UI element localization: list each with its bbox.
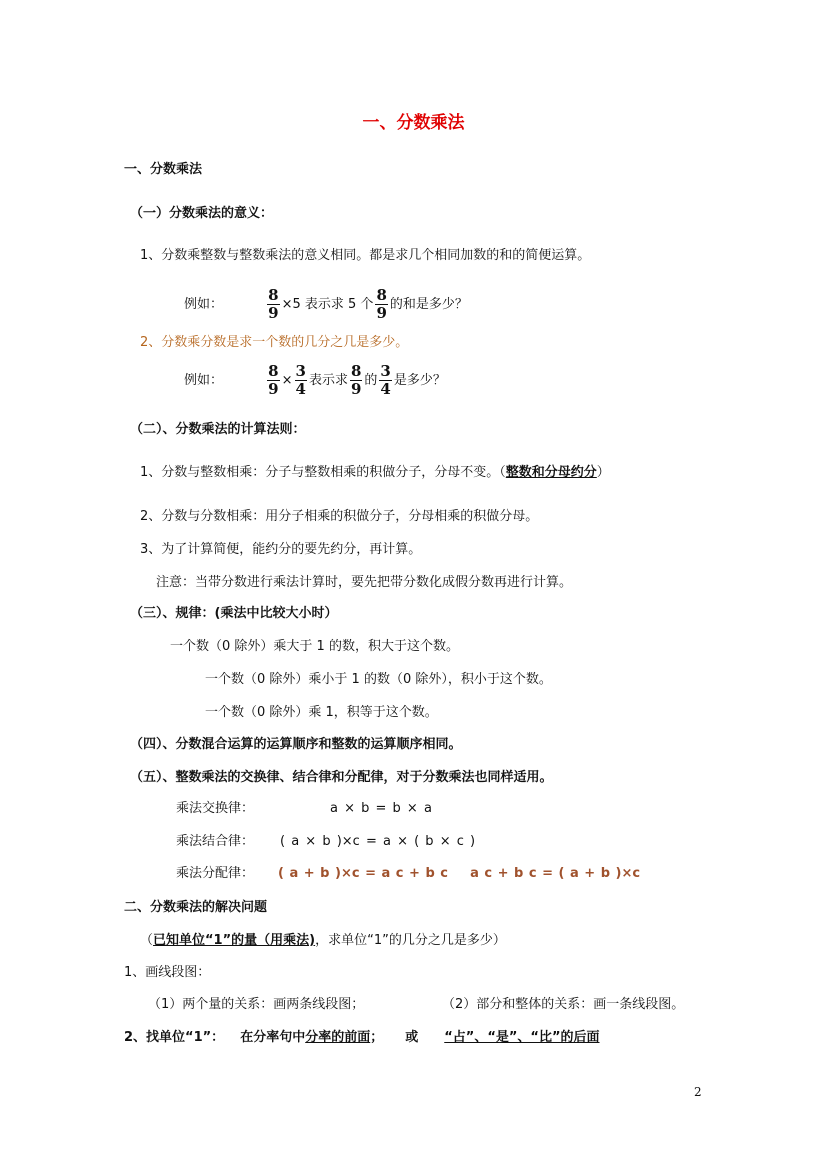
example-2 — [184, 360, 446, 402]
subheading-meaning: （一）分数乘法的意义： — [130, 206, 274, 221]
subheading-mixed: （四）、分数混合运算的运算顺序和整数的运算顺序相同。 — [130, 737, 462, 752]
emphasis-reduce: 整数和分母约分 — [505, 465, 597, 480]
paragraph-4: 2、分数与分数相乘：用分子相乘的积做分子，分母相乘的积做分母。 — [140, 509, 539, 524]
paragraph-3: 1、分数与整数相乘：分子与整数相乘的积做分子，分母不变。（整数和分母约分） — [140, 465, 610, 480]
question-2: 2、找单位“1”： 在分率句中分率的前面； 或 “占”、“是”、“比”的后面 — [124, 1030, 600, 1045]
example-2-de: 的 — [364, 373, 378, 388]
example-2-lead: 例如： — [184, 373, 224, 388]
fraction: $\frac{8}{9}$ — [350, 362, 362, 398]
page-title: 一、分数乘法 — [362, 113, 465, 133]
fraction: $\frac{8}{9}$ — [268, 362, 279, 398]
law-commutative-expr: a × b = b × a — [330, 801, 432, 816]
example-1-mid: ×5 表示求 5 个 — [281, 297, 374, 312]
law-commutative-name: 乘法交换律： — [176, 801, 255, 816]
example-2-times: × — [281, 373, 293, 388]
note: 注意：当带分数进行乘法计算时，要先把带分数化成假分数再进行计算。 — [156, 575, 573, 590]
law-distributive-expr: ( a + b )×c = a c + b c a c + b c = ( a + b )×c — [278, 866, 641, 881]
paragraph-5: 3、为了计算简便，能约分的要先约分，再计算。 — [140, 542, 422, 557]
law-associative-name: 乘法结合律： — [176, 834, 255, 849]
emphasis-before-rate: 分率的前面 — [305, 1030, 371, 1045]
question-1-b: （2）部分和整体的关系：画一条线段图。 — [442, 997, 685, 1012]
example-1-lead: 例如： — [184, 297, 224, 312]
question-1: 1、画线段图： — [124, 965, 211, 980]
fraction: $\frac{3}{4}$ — [295, 362, 306, 398]
fraction: $\frac{8}{9}$ — [268, 286, 279, 322]
subheading-pattern: （三）、规律：(乘法中比较大小时） — [130, 606, 338, 621]
question-1-a: （1）两个量的关系：画两条线段图； — [148, 997, 365, 1012]
fraction: $\frac{3}{4}$ — [380, 362, 391, 398]
example-1-tail: 的和是多少？ — [389, 297, 468, 312]
law-associative-expr: ( a × b )×c = a × ( b × c ) — [280, 834, 476, 849]
section-heading-1: 一、分数乘法 — [124, 162, 203, 177]
paragraph-2: 2、分数乘分数是求一个数的几分之几是多少。 — [140, 335, 409, 350]
section-2-subtitle: （已知单位“1”的量（用乘法)，求单位“1”的几分之几是多少） — [140, 933, 506, 948]
rule-3: 一个数（0 除外）乘 1，积等于这个数。 — [205, 705, 438, 720]
subheading-laws: （五）、整数乘法的交换律、结合律和分配律，对于分数乘法也同样适用。 — [130, 770, 553, 785]
page-number: 2 — [694, 1085, 702, 1099]
section-heading-2: 二、分数乘法的解决问题 — [124, 900, 268, 915]
rule-2: 一个数（0 除外）乘小于 1 的数（0 除外），积小于这个数。 — [205, 672, 552, 687]
emphasis-after-keywords: “占”、“是”、“比”的后面 — [444, 1030, 600, 1045]
example-1 — [184, 284, 468, 326]
rule-1: 一个数（0 除外）乘大于 1 的数，积大于这个数。 — [170, 639, 459, 654]
emphasis-known-unit: 已知单位“1”的量（用乘法) — [153, 933, 316, 948]
paragraph-1: 1、分数乘整数与整数乘法的意义相同。都是求几个相同加数的和的简便运算。 — [140, 248, 591, 263]
law-distributive-name: 乘法分配律： — [176, 866, 255, 881]
example-2-tail: 是多少？ — [393, 373, 446, 388]
fraction: $\frac{8}{9}$ — [376, 286, 387, 322]
subheading-rules: （二）、分数乘法的计算法则： — [130, 422, 306, 437]
example-2-mid: 表示求 — [308, 373, 348, 388]
